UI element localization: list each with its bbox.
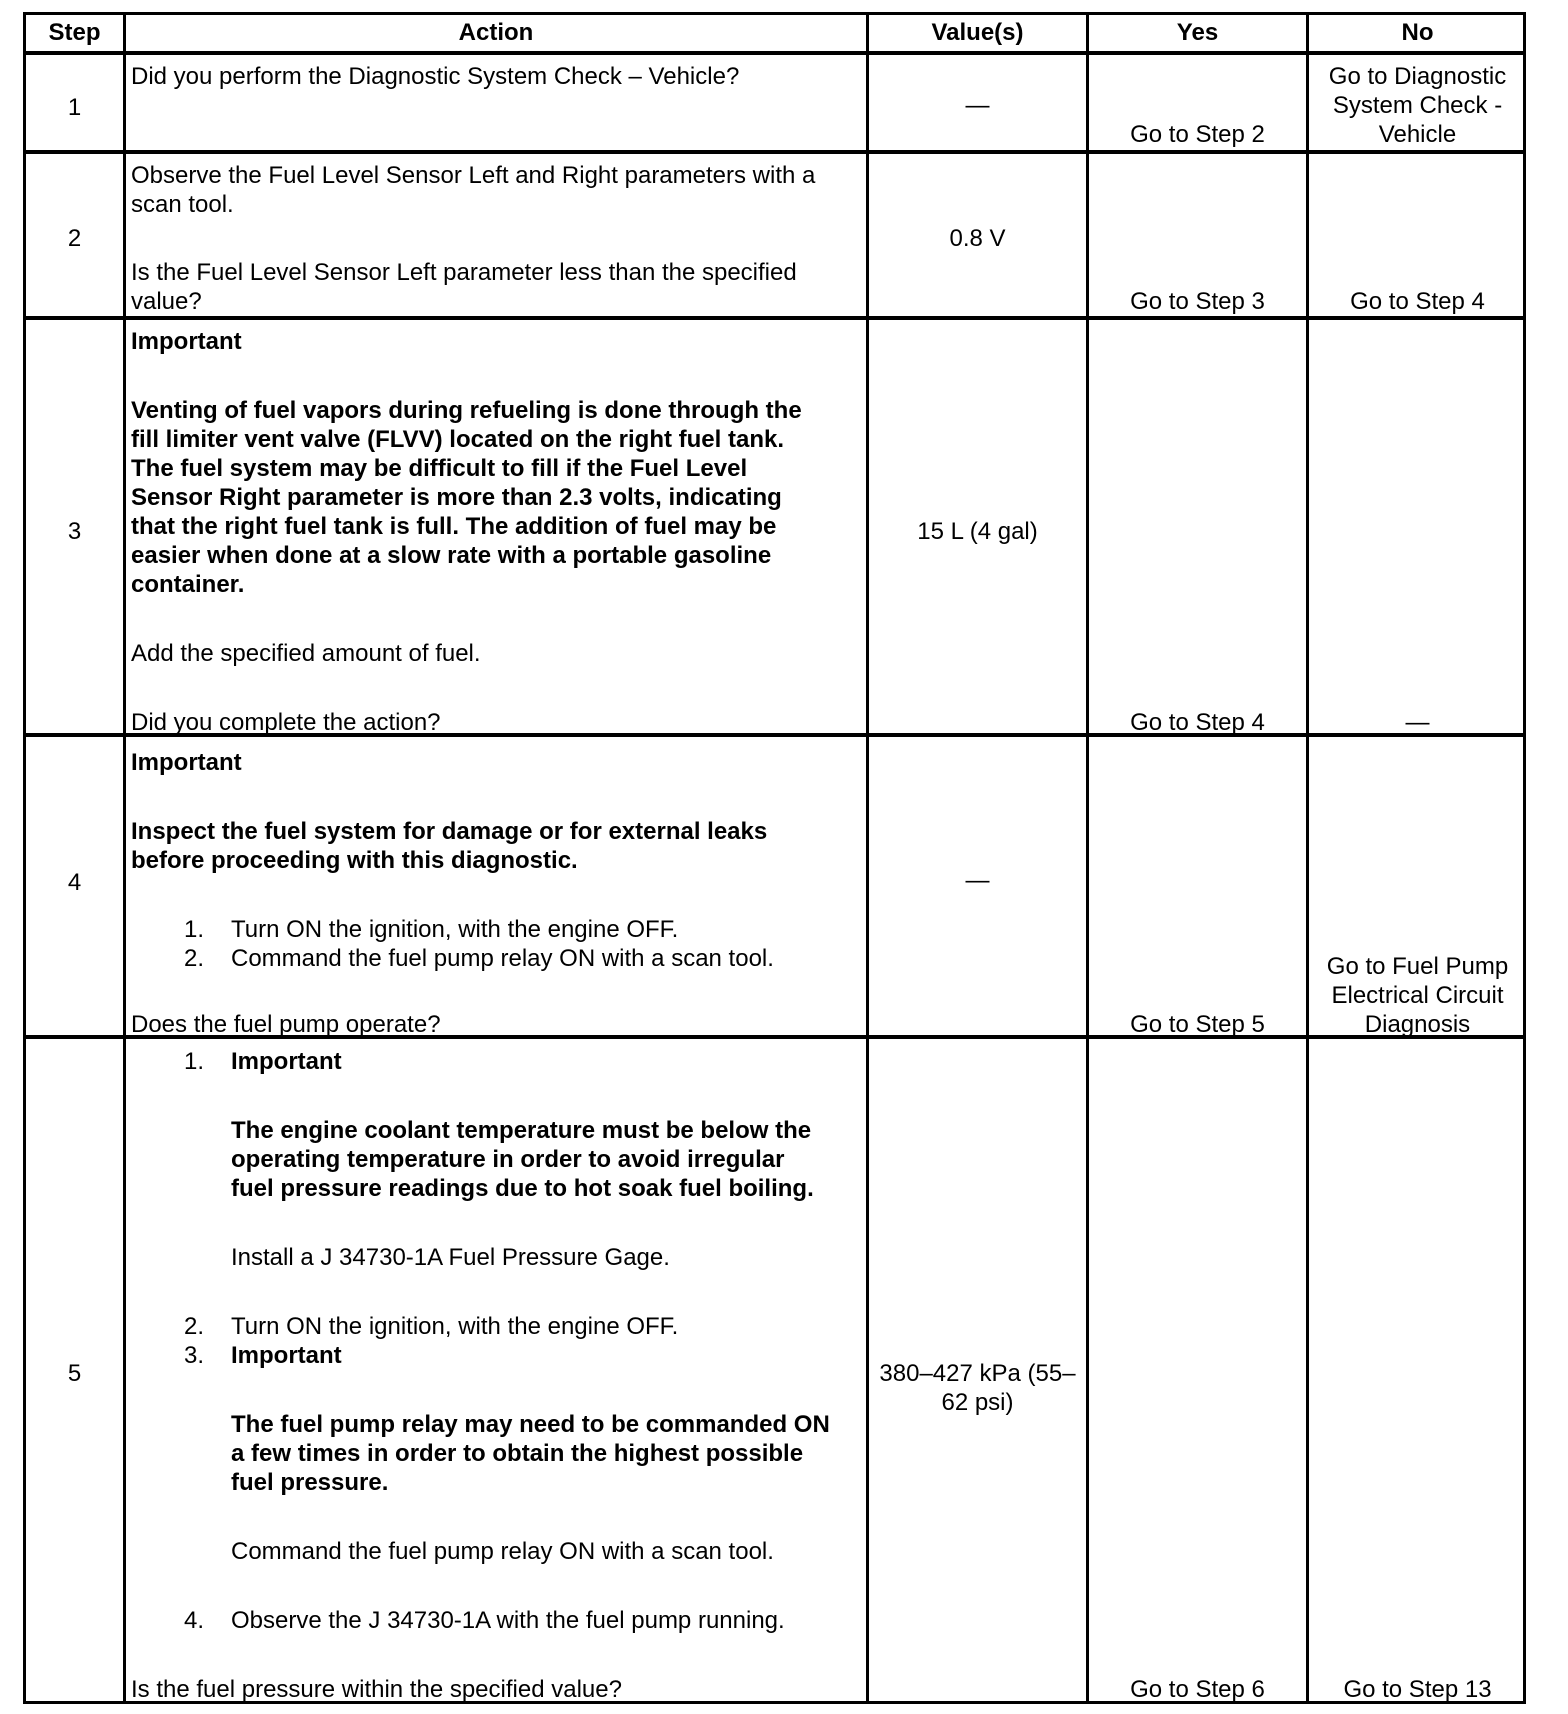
header-values: Value(s) — [931, 19, 1024, 46]
important-note: Inspect the fuel system for damage or for external leaks — [131, 818, 768, 845]
important-note: fuel pressure. — [231, 1469, 389, 1496]
important-heading: Important — [131, 328, 242, 355]
header-step: Step — [48, 19, 101, 46]
row-divider — [26, 51, 1523, 55]
important-note: operating temperature in order to avoid irregular — [231, 1146, 785, 1173]
value-cell: 0.8 V — [949, 225, 1006, 252]
list-item: Turn ON the ignition, with the engine OFF. — [231, 916, 679, 943]
no-cell: Go to Step 13 — [1343, 1676, 1492, 1703]
important-note: a few times in order to obtain the highest possible — [231, 1440, 804, 1467]
no-cell: Go to Diagnostic — [1328, 63, 1507, 90]
list-number: 3. — [184, 1342, 205, 1369]
list-item: Observe the J 34730-1A with the fuel pump running. — [231, 1607, 785, 1634]
no-cell: Go to Step 4 — [1350, 288, 1485, 315]
important-note: fuel pressure readings due to hot soak fuel boiling. — [231, 1175, 814, 1202]
action-question: Is the fuel pressure within the specified value? — [131, 1676, 622, 1703]
action-text: Observe the Fuel Level Sensor Left and Right parameters with a — [131, 162, 816, 189]
row-divider — [26, 316, 1523, 320]
value-cell: 380–427 kPa (55– — [879, 1360, 1076, 1387]
action-question: Did you perform the Diagnostic System Check – Vehicle? — [131, 63, 740, 90]
action-question: Did you complete the action? — [131, 709, 441, 736]
no-cell: Electrical Circuit — [1331, 982, 1504, 1009]
no-cell: Vehicle — [1378, 121, 1457, 148]
no-cell: — — [1405, 709, 1430, 736]
value-cell: 15 L (4 gal) — [917, 518, 1038, 545]
column-divider — [1306, 15, 1309, 1701]
list-number: 1. — [184, 1048, 205, 1075]
action-text: Add the specified amount of fuel. — [131, 640, 481, 667]
important-note: container. — [131, 571, 245, 598]
step-number: 3 — [67, 518, 82, 545]
yes-cell: Go to Step 3 — [1130, 288, 1265, 315]
action-question: Does the fuel pump operate? — [131, 1011, 441, 1038]
list-item: Turn ON the ignition, with the engine OFF. — [231, 1313, 679, 1340]
list-number: 4. — [184, 1607, 205, 1634]
important-heading: Important — [131, 749, 242, 776]
row-divider — [26, 150, 1523, 154]
action-text: scan tool. — [131, 191, 234, 218]
list-item: Install a J 34730-1A Fuel Pressure Gage. — [231, 1244, 670, 1271]
important-note: The engine coolant temperature must be below the — [231, 1117, 812, 1144]
header-no: No — [1401, 19, 1434, 46]
step-number: 5 — [67, 1360, 82, 1387]
yes-cell: Go to Step 4 — [1130, 709, 1265, 736]
list-number: 2. — [184, 1313, 205, 1340]
yes-cell: Go to Step 5 — [1130, 1011, 1265, 1038]
column-divider — [1086, 15, 1089, 1701]
important-heading: Important — [231, 1048, 342, 1075]
yes-cell: Go to Step 2 — [1130, 121, 1265, 148]
important-note: that the right fuel tank is full. The addition of fuel may be — [131, 513, 777, 540]
important-note: before proceeding with this diagnostic. — [131, 847, 578, 874]
list-item: Command the fuel pump relay ON with a scan tool. — [231, 1538, 774, 1565]
no-cell: Go to Fuel Pump — [1326, 953, 1509, 980]
step-number: 4 — [67, 869, 82, 896]
diagnostic-table — [23, 12, 1526, 1704]
no-cell: Diagnosis — [1364, 1011, 1471, 1038]
important-note: fill limiter vent valve (FLVV) located on the right fuel tank. — [131, 426, 784, 453]
important-note: easier when done at a slow rate with a portable gasoline — [131, 542, 772, 569]
value-cell: 62 psi) — [941, 1389, 1014, 1416]
list-number: 1. — [184, 916, 205, 943]
step-number: 2 — [67, 225, 82, 252]
yes-cell: Go to Step 6 — [1130, 1676, 1265, 1703]
important-note: Sensor Right parameter is more than 2.3 volts, indicating — [131, 484, 782, 511]
important-note: Venting of fuel vapors during refueling is done through the — [131, 397, 802, 424]
header-yes: Yes — [1176, 19, 1219, 46]
important-heading: Important — [231, 1342, 342, 1369]
step-number: 1 — [67, 94, 82, 121]
header-action: Action — [458, 19, 534, 46]
no-cell: System Check - — [1332, 92, 1503, 119]
value-cell: — — [965, 867, 990, 894]
list-number: 2. — [184, 945, 205, 972]
column-divider — [866, 15, 869, 1701]
action-question: value? — [131, 288, 202, 315]
important-note: The fuel system may be difficult to fill if the Fuel Level — [131, 455, 748, 482]
column-divider — [123, 15, 126, 1701]
value-cell: — — [965, 92, 990, 119]
list-item: Command the fuel pump relay ON with a scan tool. — [231, 945, 774, 972]
important-note: The fuel pump relay may need to be commanded ON — [231, 1411, 830, 1438]
action-question: Is the Fuel Level Sensor Left parameter less than the specified — [131, 259, 797, 286]
